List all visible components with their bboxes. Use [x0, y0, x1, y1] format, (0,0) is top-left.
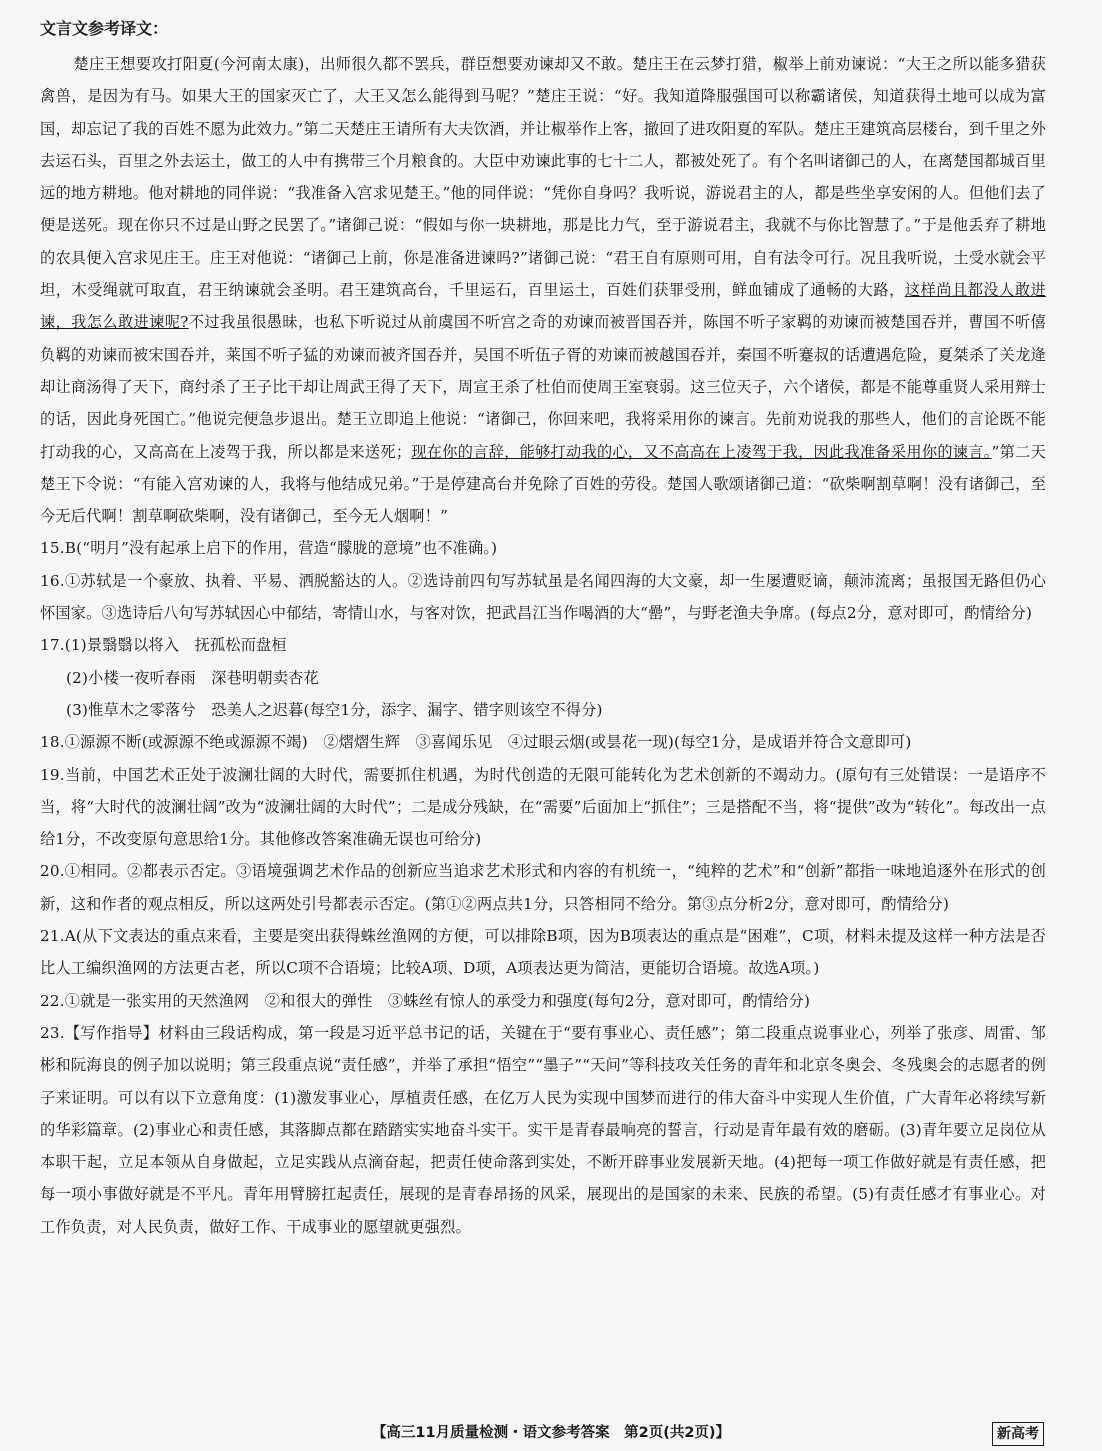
translation-underlined-2: 现在你的言辞，能够打动我的心，又不高高在上凌驾于我，因此我准备采用你的谏言。	[411, 442, 992, 461]
translation-heading: 文言文参考译文：	[40, 19, 169, 38]
answer-23: 23.【写作指导】材料由三段话构成，第一段是习近平总书记的话，关键在于“要有事业心、责任感”；第二段重点说事业心，列举了张彦、周雷、邹彬和阮海良的例子加以说明；第三段重点说“责任感”，并举了承担“悟空”“墨子”“天问”等科技攻关任务的青年和北京冬奥会、冬残奥会的志愿者的例子来证明。可以有以下立意角度：(1)激发事业心，厚植责任感，在亿万人民为实现中国梦而进行的伟大奋斗中实现人生价值，广大青年必将续写新的华彩篇章。(2)事业心和责任感，其落脚点都在踏踏实实地奋斗实干。实干是青春最响亮的誓言，行动是青年最有效的磨砺。(3)青年要立足岗位从本职干起，立足本领从自身做起，立足实践从点滴奋起，把责任使命落到实处，不断开辟事业发展新天地。(4)把每一项工作做好就是有责任感，把每一项小事做好就是不平凡。青年用臂膀扛起责任，展现的是青春昂扬的风采，展现出的是国家的未来、民族的希望。(5)有责任感才有事业心。对工作负责，对人民负责，做好工作、干成事业的愿望就更强烈。	[40, 1023, 1046, 1236]
page-footer: 【高三11月质量检测・语文参考答案 第2页(共2页)】	[371, 1425, 731, 1441]
answer-17-3: (3)惟草木之零落兮 恐美人之迟暮(每空1分，添字、漏字、错字则该空不得分)	[66, 700, 603, 719]
edition-badge: 新高考	[992, 1422, 1044, 1446]
answer-list	[40, 532, 1046, 1243]
answer-17-1: 17.(1)景翳翳以将入 抚孤松而盘桓	[40, 636, 287, 655]
translation-underlined-1: 这样尚且都没人敢进谏，我怎么敢进谏呢?	[40, 281, 1046, 332]
translation-part-1: 楚庄王想要攻打阳夏(今河南太康)，出师很久都不罢兵，群臣想要劝谏却又不敢。楚庄王在云梦打猎，椒举上前劝谏说：“大王之所以能多猎获禽兽，是因为有马。如果大王的国家灭亡了，大王又怎么能得到马呢？”楚庄王说：“好。我知道降服强国可以称霸诸侯，知道获得土地可以成为富国，却忘记了我的百姓不愿为此效力。”第二天楚庄王请所有大夫饮酒，并让椒举作上客，撤回了进攻阳夏的军队。楚庄王建筑高层楼台，到千里之外去运石头，百里之外去运土，做工的人中有携带三个月粮食的。大臣中劝谏此事的七十二人，都被处死了。有个名叫诸御己的人，在离楚国都城百里远的地方耕地。他对耕地的同伴说：“我准备入宫求见楚王。”他的同伴说：“凭你自身吗？我听说，游说君主的人，都是些坐享安闲的人。但他们去了便是送死。现在你只不过是山野之民罢了。”诸御己说：“假如与你一块耕地，那是比力气，至于游说君主，我就不与你比智慧了。”于是他丢弃了耕地的农具便入宫求见庄王。庄王对他说：“诸御己上前，你是准备进谏吗?”诸御己说：“君王自有原则可用，自有法令可行。况且我听说，土受水就会平坦，木受绳就可取直，君王纳谏就会圣明。君王建筑高台，千里运石，百里运土，百姓们获罪受刑，鲜血铺成了通畅的大路，	[40, 55, 1046, 300]
answer-15: 15.B(“明月”没有起承上启下的作用，营造“朦胧的意境”也不准确。)	[40, 539, 498, 558]
answer-21: 21.A(从下文表达的重点来看，主要是突出获得蛛丝渔网的方便，可以排除B项，因为B项表达的重点是“困难”，C项，材料未提及这样一种方法是否比人工编织渔网的方法更古老，所以C项不合语境；比较A项、D项，A项表达更为简洁，更能切合语境。故选A项。)	[40, 927, 1046, 978]
answer-20: 20.①相同。②都表示否定。③语境强调艺术作品的创新应当追求艺术形式和内容的有机统一，“纯粹的艺术”和“创新”都指一味地追逐外在形式的创新，这和作者的观点相反，所以这两处引号都表示否定。(第①②两点共1分，只答相同不给分。第③点分析2分，意对即可，酌情给分)	[40, 862, 1046, 913]
answer-18: 18.①源源不断(或源源不绝或源源不竭) ②熠熠生辉 ③喜闻乐见 ④过眼云烟(或昙花一现)(每空1分，是成语并符合文意即可)	[40, 733, 912, 752]
answer-22: 22.①就是一张实用的天然渔网 ②和很大的弹性 ③蛛丝有惊人的承受力和强度(每句2分，意对即可，酌情给分)	[40, 991, 811, 1010]
translation-part-3: ”第二天楚王下令说：“有能入宫劝谏的人，我将与他结成兄弟。”于是停建高台并免除了百姓的劳役。楚国人歌颂诸御己道：“砍柴啊割草啊！没有诸御己，至今无后代啊！割草啊砍柴啊，没有诸御己，至今无人烟啊！”	[40, 442, 1046, 526]
translation-part-2: 不过我虽很愚昧，也私下听说过从前虞国不听宫之奇的劝谏而被晋国吞并，陈国不听子家羁的劝谏而被楚国吞并，曹国不听僖负羁的劝谏而被宋国吞并，莱国不听子猛的劝谏而被齐国吞并，吴国不听伍子胥的劝谏而被越国吞并，秦国不听蹇叔的话遭遇危险，夏桀杀了关龙逄却让商汤得了天下，商纣杀了王子比干却让周武王得了天下，周宣王杀了杜伯而使周王室衰弱。这三位天子，六个诸侯，都是不能尊重贤人采用辩士的话，因此身死国亡。”他说完便急步退出。楚王立即追上他说：“诸御己，你回来吧，我将采用你的谏言。先前劝说我的那些人，他们的言论既不能打动我的心，又高高在上凌驾于我，所以都是来送死；	[40, 313, 1046, 461]
answer-16: 16.①苏轼是一个豪放、执着、平易、洒脱豁达的人。②选诗前四句写苏轼虽是名闻四海的大文豪，却一生屡遭贬谪，颠沛流离；虽报国无路但仍心怀国家。③选诗后八句写苏轼因心中郁结，寄情山水，与客对饮，把武昌江当作喝酒的大“罍”，与野老渔夫争席。(每点2分，意对即可，酌情给分)	[40, 571, 1046, 623]
classical-translation	[40, 48, 1046, 532]
answer-19: 19.当前，中国艺术正处于波澜壮阔的大时代，需要抓住机遇，为时代创造的无限可能转化为艺术创新的不竭动力。(原句有三处错误：一是语序不当，将“大时代的波澜壮阔”改为“波澜壮阔的大时代”；二是成分残缺，在“需要”后面加上“抓住”；三是搭配不当，将“提供”改为“转化”。每改出一点给1分，不改变原句意思给1分。其他修改答案准确无误也可给分)	[40, 765, 1046, 849]
answer-17-2: (2)小楼一夜听春雨 深巷明朝卖杏花	[66, 668, 319, 687]
